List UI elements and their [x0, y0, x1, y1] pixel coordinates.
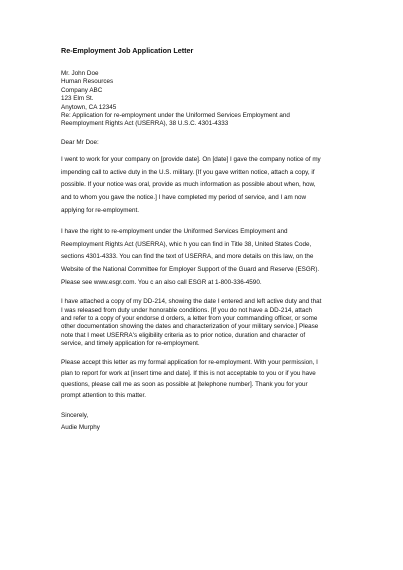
- paragraph-line: possible. If your notice was oral, provide as much information as possible about when, how,: [61, 181, 316, 189]
- paragraph-line: Website of the National Committee for Employer Support of the Guard and Reserve (ESGR).: [61, 266, 320, 273]
- recipient-street: 123 Elm St.: [61, 95, 94, 103]
- subject-line-1: Re: Application for re-employment under the Uniformed Services Employment and: [61, 112, 290, 120]
- paragraph-documentation: [61, 298, 341, 348]
- closing: Sincerely,: [61, 412, 89, 420]
- recipient-block: [61, 70, 341, 129]
- paragraph-request: [61, 357, 341, 402]
- paragraph-line: questions, please call me as soon as possible at [telephone number]. Thank you for your: [61, 381, 308, 389]
- recipient-department: Human Resources: [61, 78, 114, 86]
- recipient-name: Mr. John Doe: [61, 70, 99, 77]
- paragraph-line: Please accept this letter as my formal application for re-employment. With your permission, I: [61, 358, 318, 366]
- salutation: Dear Mr Doe:: [61, 138, 99, 146]
- paragraph-line: Reemployment Rights Act (USERRA), whic h you can find in Title 38, United States Code,: [61, 240, 312, 248]
- closing-block: [61, 410, 341, 434]
- recipient-city: Anytown, CA 12345: [61, 103, 117, 111]
- paragraph-line: I have the right to re-employment under the Uniformed Services Employment and: [61, 228, 288, 236]
- paragraph-rights: [61, 226, 341, 289]
- recipient-company: Company ABC: [61, 86, 103, 94]
- paragraph-notice: [61, 154, 341, 217]
- paragraph-line: service, and timely application for re-employment.: [61, 340, 200, 348]
- subject-line-2: Reemployment Rights Act (USERRA), 38 U.S.C. 4301-4333: [61, 120, 229, 128]
- paragraph-line: plan to report for work at [insert time and date]. If this is not acceptable to you or if you have: [61, 369, 316, 377]
- paragraph-line: impending call to active duty in the U.S. military. [If you gave written notice, attach a copy, if: [61, 168, 315, 176]
- paragraph-line: I went to work for your company on [provide date]. On [date] I gave the company notice of my: [61, 156, 321, 164]
- paragraph-line: prompt attention to this matter.: [61, 392, 147, 400]
- paragraph-line: other documentation showing the dates and characterization of your military service.] Please: [61, 323, 319, 331]
- paragraph-line: I was released from duty under honorable conditions. [If you do not have a DD-214, attach: [61, 306, 312, 314]
- paragraph-line: and refer to a copy of your endorse d orders, a letter from your commanding officer, or some: [61, 315, 318, 322]
- paragraph-line: and to whom you gave the notice.] I have completed my period of service, and I am now: [61, 194, 307, 202]
- paragraph-line: applying for re-employment.: [61, 206, 140, 214]
- letter-title: Re-Employment Job Application Letter: [61, 46, 194, 55]
- letter-content: [61, 46, 341, 434]
- paragraph-line: Please see www.esgr.com. You c an also call ESGR at 1-800-336-4590.: [61, 278, 262, 286]
- signature: Audie Murphy: [61, 424, 100, 432]
- paragraph-line: sections 4301-4333. You can find the text of USERRA, and more details on this law, on the: [61, 253, 314, 261]
- paragraph-line: note that I meet USERRA's eligibility criteria as to prior notice, duration and character of: [61, 331, 306, 339]
- paragraph-line: I have attached a copy of my DD-214, showing the date I entered and left active duty and that: [61, 298, 322, 306]
